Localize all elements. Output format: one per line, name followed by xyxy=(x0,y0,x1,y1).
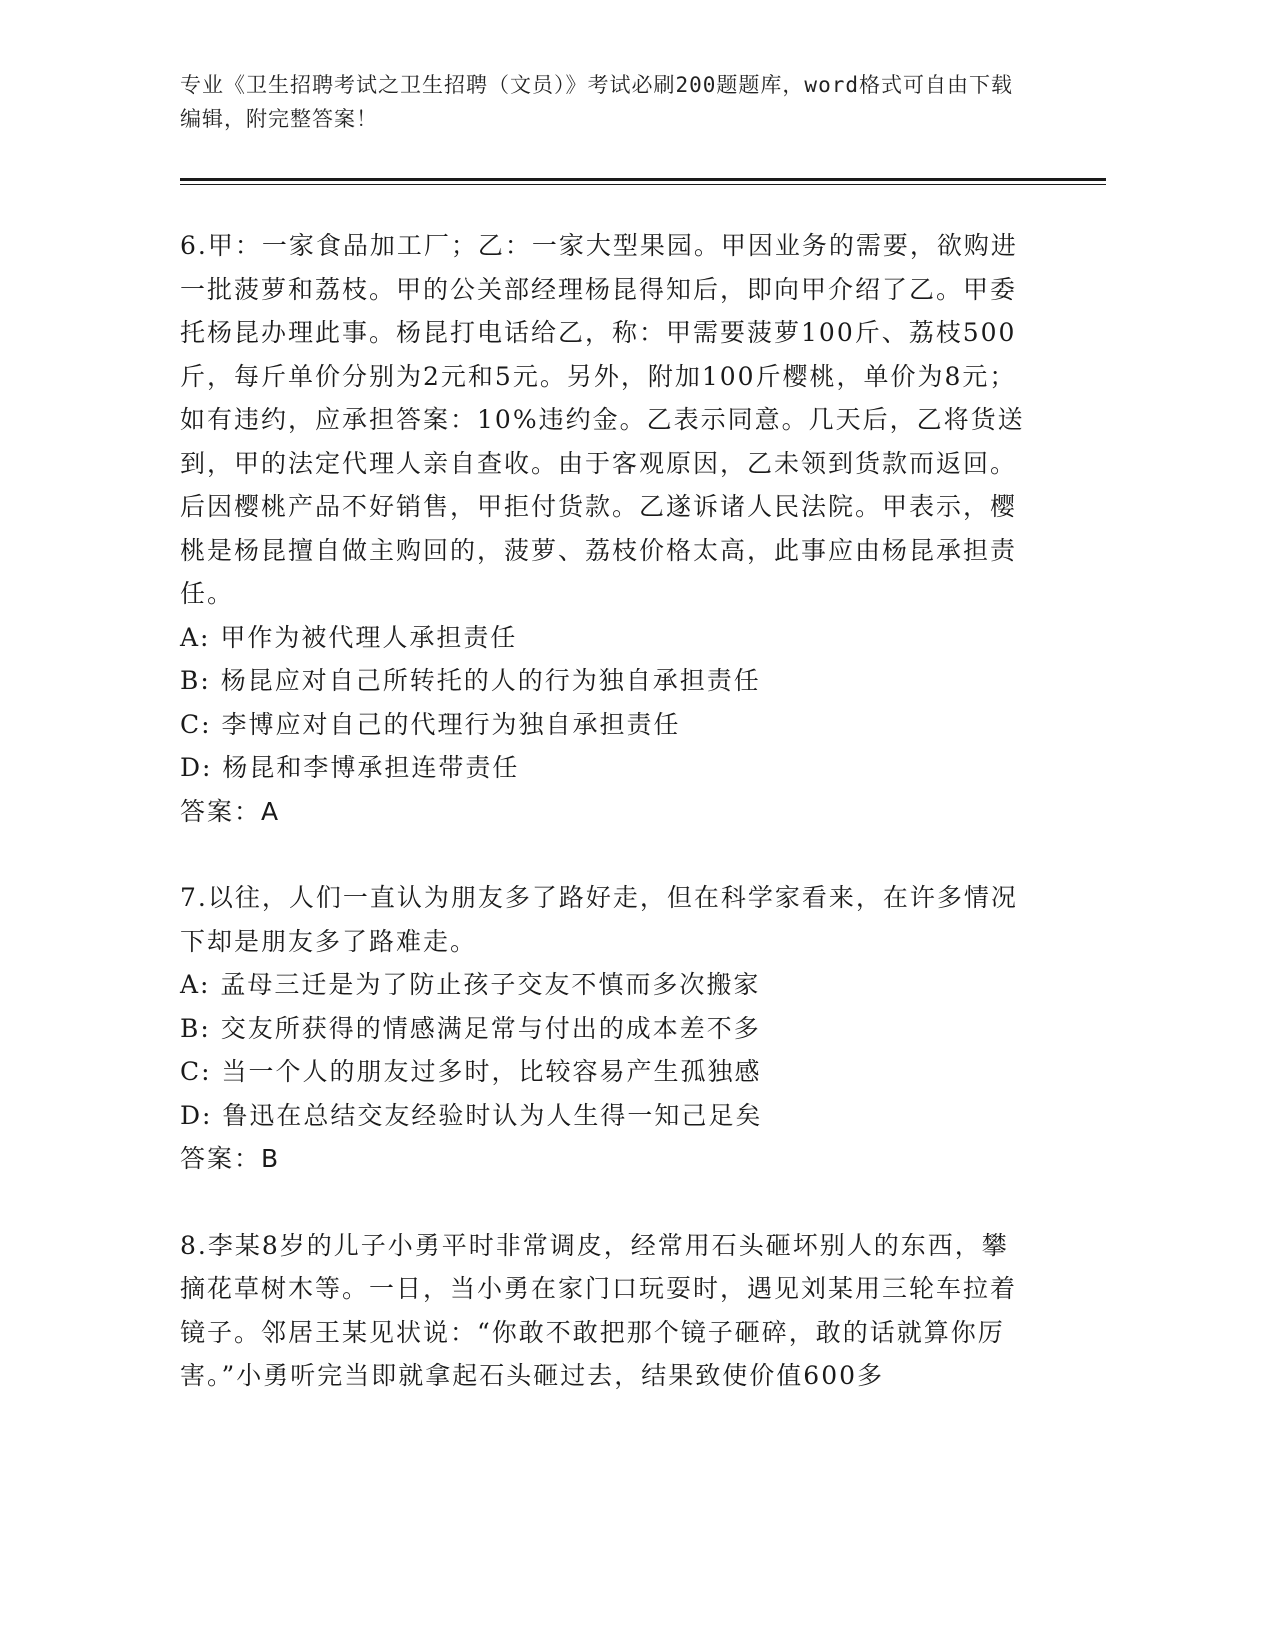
question-7 xyxy=(180,876,1030,1181)
answer: 答案：B xyxy=(180,1144,281,1173)
question-list xyxy=(180,224,1030,1398)
answer: 答案：A xyxy=(180,796,281,826)
header-divider-thin xyxy=(180,184,1106,185)
question-stem: 7.以往，人们一直认为朋友多了路好走，但在科学家看来，在许多情况下却是朋友多了路难走。 xyxy=(180,883,1018,956)
question-6 xyxy=(180,224,1030,833)
option-c: C: 当一个人的朋友过多时，比较容易产生孤独感 xyxy=(180,1057,762,1086)
option-b: B: 杨昆应对自己所转托的人的行为独自承担责任 xyxy=(180,666,761,695)
option-a: A: 孟母三迁是为了防止孩子交友不慎而多次搬家 xyxy=(180,970,761,999)
option-d: D: 杨昆和李博承担连带责任 xyxy=(180,753,520,782)
question-stem: 6.甲：一家食品加工厂；乙：一家大型果园。甲因业务的需要，欲购进一批菠萝和荔枝。甲的公关部经理杨昆得知后，即向甲介绍了乙。甲委托杨昆办理此事。杨昆打电话给乙，称：甲需要菠萝100斤、荔枝500斤，每斤单价分别为2元和5元。另外，附加100斤樱桃，单价为8元；如有违约，应承担答案：10%违约金。乙表示同意。几天后，乙将货送到，甲的法定代理人亲自查收。由于客观原因，乙未领到货款而返回。后因樱桃产品不好销售，甲拒付货款。乙遂诉诸人民法院。甲表示，樱桃是杨昆擅自做主购回的，菠萝、荔枝价格太高，此事应由杨昆承担责任。 xyxy=(180,231,1025,608)
question-stem: 8.李某8岁的儿子小勇平时非常调皮，经常用石头砸坏别人的东西，攀摘花草树木等。一日，当小勇在家门口玩耍时，遇见刘某用三轮车拉着镜子。邻居王某见状说：“你敢不敢把那个镜子砸碎，敢的话就算你厉害。”小勇听完当即就拿起石头砸过去，结果致使价值600多 xyxy=(180,1230,1018,1390)
document-header: 专业《卫生招聘考试之卫生招聘（文员）》考试必刷200题题库，word格式可自由下载编辑，附完整答案！ xyxy=(180,73,1013,131)
option-c: C: 李博应对自己的代理行为独自承担责任 xyxy=(180,709,681,739)
option-d: D: 鲁迅在总结交友经验时认为人生得一知己足矣 xyxy=(180,1100,763,1130)
question-8 xyxy=(180,1224,1030,1398)
header-divider-thick xyxy=(180,178,1106,181)
option-b: B: 交友所获得的情感满足常与付出的成本差不多 xyxy=(180,1013,761,1043)
option-a: A: 甲作为被代理人承担责任 xyxy=(180,622,518,652)
